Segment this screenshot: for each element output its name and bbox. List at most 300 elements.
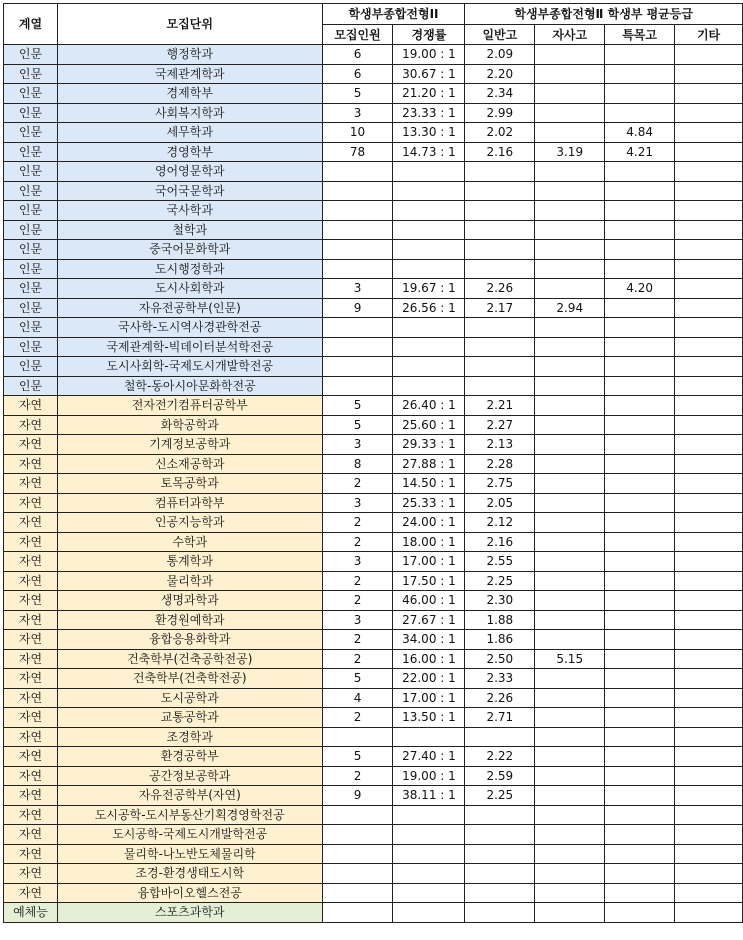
header-quota: 모집인원 xyxy=(322,25,393,45)
rate-cell xyxy=(393,318,465,338)
other-grade-cell xyxy=(675,786,743,806)
special-grade-cell xyxy=(605,103,675,123)
general-grade-cell: 2.17 xyxy=(465,298,535,318)
rate-cell xyxy=(393,357,465,377)
quota-cell: 2 xyxy=(322,474,393,494)
general-grade-cell: 2.55 xyxy=(465,552,535,572)
quota-cell xyxy=(322,805,393,825)
quota-cell: 6 xyxy=(322,45,393,65)
category-cell: 인문 xyxy=(4,240,58,260)
private-grade-cell xyxy=(535,766,605,786)
category-cell: 자연 xyxy=(4,669,58,689)
unit-cell: 건축학부(건축학전공) xyxy=(57,669,322,689)
table-row xyxy=(4,591,743,611)
unit-cell: 전자전기컴퓨터공학부 xyxy=(57,396,322,416)
unit-cell: 기계정보공학과 xyxy=(57,435,322,455)
rate-cell: 24.00 : 1 xyxy=(393,513,465,533)
private-grade-cell xyxy=(535,688,605,708)
other-grade-cell xyxy=(675,747,743,767)
header-category: 계열 xyxy=(4,4,58,45)
general-grade-cell xyxy=(465,727,535,747)
other-grade-cell xyxy=(675,298,743,318)
special-grade-cell xyxy=(605,708,675,728)
category-cell: 자연 xyxy=(4,415,58,435)
special-grade-cell: 4.84 xyxy=(605,123,675,143)
general-grade-cell xyxy=(465,805,535,825)
category-cell: 자연 xyxy=(4,727,58,747)
unit-cell: 행정학과 xyxy=(57,45,322,65)
quota-cell: 2 xyxy=(322,766,393,786)
special-grade-cell xyxy=(605,864,675,884)
table-row xyxy=(4,532,743,552)
rate-cell xyxy=(393,864,465,884)
private-grade-cell xyxy=(535,552,605,572)
category-cell: 인문 xyxy=(4,337,58,357)
table-row xyxy=(4,747,743,767)
special-grade-cell xyxy=(605,552,675,572)
general-grade-cell: 2.09 xyxy=(465,45,535,65)
table-row xyxy=(4,240,743,260)
general-grade-cell: 2.27 xyxy=(465,415,535,435)
category-cell: 자연 xyxy=(4,513,58,533)
private-grade-cell xyxy=(535,610,605,630)
special-grade-cell xyxy=(605,64,675,84)
other-grade-cell xyxy=(675,162,743,182)
rate-cell: 17.00 : 1 xyxy=(393,552,465,572)
category-cell: 인문 xyxy=(4,64,58,84)
private-grade-cell xyxy=(535,747,605,767)
general-grade-cell xyxy=(465,181,535,201)
general-grade-cell: 2.12 xyxy=(465,513,535,533)
quota-cell: 4 xyxy=(322,688,393,708)
other-grade-cell xyxy=(675,727,743,747)
special-grade-cell xyxy=(605,181,675,201)
quota-cell: 5 xyxy=(322,84,393,104)
general-grade-cell xyxy=(465,903,535,923)
private-grade-cell xyxy=(535,454,605,474)
category-cell: 인문 xyxy=(4,181,58,201)
private-grade-cell xyxy=(535,240,605,260)
private-grade-cell: 3.19 xyxy=(535,142,605,162)
special-grade-cell xyxy=(605,415,675,435)
other-grade-cell xyxy=(675,532,743,552)
private-grade-cell xyxy=(535,415,605,435)
general-grade-cell: 2.16 xyxy=(465,532,535,552)
other-grade-cell xyxy=(675,435,743,455)
general-grade-cell: 2.30 xyxy=(465,591,535,611)
private-grade-cell xyxy=(535,864,605,884)
quota-cell: 5 xyxy=(322,396,393,416)
other-grade-cell xyxy=(675,259,743,279)
table-row xyxy=(4,786,743,806)
rate-cell: 25.33 : 1 xyxy=(393,493,465,513)
other-grade-cell xyxy=(675,84,743,104)
quota-cell: 2 xyxy=(322,532,393,552)
special-grade-cell xyxy=(605,786,675,806)
header-group1: 학생부종합전형II xyxy=(322,4,465,25)
category-cell: 인문 xyxy=(4,318,58,338)
general-grade-cell: 1.86 xyxy=(465,630,535,650)
unit-cell: 영어영문학과 xyxy=(57,162,322,182)
table-row xyxy=(4,669,743,689)
private-grade-cell xyxy=(535,435,605,455)
header-general: 일반고 xyxy=(465,25,535,45)
general-grade-cell: 2.25 xyxy=(465,571,535,591)
quota-cell: 3 xyxy=(322,279,393,299)
quota-cell xyxy=(322,844,393,864)
general-grade-cell xyxy=(465,883,535,903)
rate-cell xyxy=(393,240,465,260)
quota-cell xyxy=(322,240,393,260)
category-cell: 자연 xyxy=(4,435,58,455)
special-grade-cell xyxy=(605,669,675,689)
rate-cell xyxy=(393,259,465,279)
unit-cell: 중국어문화학과 xyxy=(57,240,322,260)
table-row xyxy=(4,688,743,708)
private-grade-cell xyxy=(535,84,605,104)
general-grade-cell xyxy=(465,220,535,240)
private-grade-cell xyxy=(535,103,605,123)
quota-cell xyxy=(322,201,393,221)
general-grade-cell: 2.75 xyxy=(465,474,535,494)
category-cell: 자연 xyxy=(4,649,58,669)
general-grade-cell: 2.13 xyxy=(465,435,535,455)
category-cell: 자연 xyxy=(4,552,58,572)
category-cell: 인문 xyxy=(4,142,58,162)
other-grade-cell xyxy=(675,513,743,533)
category-cell: 자연 xyxy=(4,747,58,767)
unit-cell: 융합응용화학과 xyxy=(57,630,322,650)
general-grade-cell xyxy=(465,259,535,279)
special-grade-cell xyxy=(605,883,675,903)
rate-cell: 46.00 : 1 xyxy=(393,591,465,611)
private-grade-cell xyxy=(535,825,605,845)
general-grade-cell: 2.22 xyxy=(465,747,535,767)
unit-cell: 국제관계학과 xyxy=(57,64,322,84)
category-cell: 인문 xyxy=(4,298,58,318)
special-grade-cell xyxy=(605,298,675,318)
other-grade-cell xyxy=(675,493,743,513)
unit-cell: 신소재공학과 xyxy=(57,454,322,474)
rate-cell: 13.50 : 1 xyxy=(393,708,465,728)
category-cell: 인문 xyxy=(4,220,58,240)
table-row xyxy=(4,435,743,455)
other-grade-cell xyxy=(675,318,743,338)
other-grade-cell xyxy=(675,883,743,903)
rate-cell xyxy=(393,337,465,357)
category-cell: 인문 xyxy=(4,279,58,299)
table-row xyxy=(4,493,743,513)
unit-cell: 도시사회학-국제도시개발학전공 xyxy=(57,357,322,377)
unit-cell: 통계학과 xyxy=(57,552,322,572)
other-grade-cell xyxy=(675,649,743,669)
table-row xyxy=(4,708,743,728)
unit-cell: 스포츠과학과 xyxy=(57,903,322,923)
quota-cell xyxy=(322,318,393,338)
table-row xyxy=(4,162,743,182)
general-grade-cell: 2.26 xyxy=(465,688,535,708)
special-grade-cell xyxy=(605,766,675,786)
quota-cell xyxy=(322,825,393,845)
table-row xyxy=(4,103,743,123)
category-cell: 자연 xyxy=(4,571,58,591)
table-row xyxy=(4,259,743,279)
general-grade-cell: 2.26 xyxy=(465,279,535,299)
rate-cell: 19.00 : 1 xyxy=(393,766,465,786)
unit-cell: 경제학부 xyxy=(57,84,322,104)
other-grade-cell xyxy=(675,45,743,65)
quota-cell: 6 xyxy=(322,64,393,84)
unit-cell: 물리학과 xyxy=(57,571,322,591)
other-grade-cell xyxy=(675,571,743,591)
quota-cell: 5 xyxy=(322,415,393,435)
unit-cell: 환경공학부 xyxy=(57,747,322,767)
quota-cell xyxy=(322,376,393,396)
header-special: 특목고 xyxy=(605,25,675,45)
other-grade-cell xyxy=(675,805,743,825)
rate-cell: 27.40 : 1 xyxy=(393,747,465,767)
rate-cell: 14.50 : 1 xyxy=(393,474,465,494)
category-cell: 자연 xyxy=(4,825,58,845)
private-grade-cell xyxy=(535,591,605,611)
other-grade-cell xyxy=(675,103,743,123)
rate-cell: 18.00 : 1 xyxy=(393,532,465,552)
rate-cell: 27.67 : 1 xyxy=(393,610,465,630)
unit-cell: 조경학과 xyxy=(57,727,322,747)
unit-cell: 조경-환경생태도시학 xyxy=(57,864,322,884)
quota-cell: 2 xyxy=(322,649,393,669)
special-grade-cell: 4.20 xyxy=(605,279,675,299)
quota-cell xyxy=(322,864,393,884)
category-cell: 자연 xyxy=(4,864,58,884)
private-grade-cell xyxy=(535,571,605,591)
rate-cell: 14.73 : 1 xyxy=(393,142,465,162)
header-group2: 학생부종합전형Ⅱ 학생부 평균등급 xyxy=(465,4,743,25)
rate-cell: 19.67 : 1 xyxy=(393,279,465,299)
special-grade-cell xyxy=(605,825,675,845)
general-grade-cell: 2.50 xyxy=(465,649,535,669)
table-row xyxy=(4,766,743,786)
rate-cell: 22.00 : 1 xyxy=(393,669,465,689)
other-grade-cell xyxy=(675,591,743,611)
private-grade-cell xyxy=(535,123,605,143)
other-grade-cell xyxy=(675,376,743,396)
rate-cell: 34.00 : 1 xyxy=(393,630,465,650)
unit-cell: 화학공학과 xyxy=(57,415,322,435)
category-cell: 예체능 xyxy=(4,903,58,923)
private-grade-cell xyxy=(535,513,605,533)
special-grade-cell xyxy=(605,844,675,864)
private-grade-cell xyxy=(535,357,605,377)
rate-cell: 27.88 : 1 xyxy=(393,454,465,474)
quota-cell xyxy=(322,883,393,903)
category-cell: 자연 xyxy=(4,396,58,416)
rate-cell: 16.00 : 1 xyxy=(393,649,465,669)
private-grade-cell xyxy=(535,630,605,650)
quota-cell xyxy=(322,220,393,240)
rate-cell: 26.40 : 1 xyxy=(393,396,465,416)
header-private: 자사고 xyxy=(535,25,605,45)
special-grade-cell xyxy=(605,630,675,650)
unit-cell: 철학-동아시아문화학전공 xyxy=(57,376,322,396)
unit-cell: 국제관계학-빅데이터분석학전공 xyxy=(57,337,322,357)
table-row xyxy=(4,805,743,825)
general-grade-cell: 2.71 xyxy=(465,708,535,728)
quota-cell: 3 xyxy=(322,610,393,630)
special-grade-cell xyxy=(605,396,675,416)
quota-cell: 2 xyxy=(322,708,393,728)
quota-cell: 10 xyxy=(322,123,393,143)
other-grade-cell xyxy=(675,337,743,357)
general-grade-cell: 1.88 xyxy=(465,610,535,630)
general-grade-cell: 2.02 xyxy=(465,123,535,143)
other-grade-cell xyxy=(675,630,743,650)
rate-cell xyxy=(393,181,465,201)
rate-cell: 13.30 : 1 xyxy=(393,123,465,143)
special-grade-cell xyxy=(605,220,675,240)
special-grade-cell xyxy=(605,688,675,708)
table-row xyxy=(4,727,743,747)
unit-cell: 세무학과 xyxy=(57,123,322,143)
table-row xyxy=(4,201,743,221)
quota-cell: 3 xyxy=(322,435,393,455)
quota-cell xyxy=(322,337,393,357)
general-grade-cell: 2.33 xyxy=(465,669,535,689)
private-grade-cell xyxy=(535,318,605,338)
table-row xyxy=(4,825,743,845)
category-cell: 인문 xyxy=(4,201,58,221)
special-grade-cell xyxy=(605,493,675,513)
unit-cell: 컴퓨터과학부 xyxy=(57,493,322,513)
special-grade-cell xyxy=(605,435,675,455)
private-grade-cell xyxy=(535,493,605,513)
general-grade-cell xyxy=(465,318,535,338)
private-grade-cell xyxy=(535,201,605,221)
table-row xyxy=(4,279,743,299)
other-grade-cell xyxy=(675,903,743,923)
table-row xyxy=(4,844,743,864)
special-grade-cell xyxy=(605,337,675,357)
other-grade-cell xyxy=(675,123,743,143)
table-row xyxy=(4,376,743,396)
private-grade-cell xyxy=(535,805,605,825)
rate-cell xyxy=(393,220,465,240)
other-grade-cell xyxy=(675,201,743,221)
special-grade-cell: 4.21 xyxy=(605,142,675,162)
special-grade-cell xyxy=(605,357,675,377)
table-row xyxy=(4,396,743,416)
unit-cell: 생명과학과 xyxy=(57,591,322,611)
table-row xyxy=(4,181,743,201)
category-cell: 인문 xyxy=(4,103,58,123)
private-grade-cell xyxy=(535,883,605,903)
quota-cell xyxy=(322,259,393,279)
rate-cell: 26.56 : 1 xyxy=(393,298,465,318)
rate-cell xyxy=(393,883,465,903)
unit-cell: 환경원예학과 xyxy=(57,610,322,630)
category-cell: 인문 xyxy=(4,84,58,104)
general-grade-cell xyxy=(465,357,535,377)
rate-cell xyxy=(393,825,465,845)
unit-cell: 수학과 xyxy=(57,532,322,552)
other-grade-cell xyxy=(675,669,743,689)
special-grade-cell xyxy=(605,727,675,747)
other-grade-cell xyxy=(675,240,743,260)
private-grade-cell xyxy=(535,337,605,357)
quota-cell: 3 xyxy=(322,103,393,123)
other-grade-cell xyxy=(675,415,743,435)
table-row xyxy=(4,45,743,65)
other-grade-cell xyxy=(675,64,743,84)
rate-cell: 17.50 : 1 xyxy=(393,571,465,591)
rate-cell xyxy=(393,903,465,923)
quota-cell: 9 xyxy=(322,786,393,806)
special-grade-cell xyxy=(605,259,675,279)
quota-cell: 78 xyxy=(322,142,393,162)
general-grade-cell xyxy=(465,162,535,182)
other-grade-cell xyxy=(675,688,743,708)
private-grade-cell xyxy=(535,181,605,201)
general-grade-cell xyxy=(465,825,535,845)
quota-cell: 2 xyxy=(322,591,393,611)
general-grade-cell xyxy=(465,240,535,260)
quota-cell xyxy=(322,357,393,377)
unit-cell: 도시공학과 xyxy=(57,688,322,708)
special-grade-cell xyxy=(605,162,675,182)
category-cell: 자연 xyxy=(4,786,58,806)
other-grade-cell xyxy=(675,708,743,728)
special-grade-cell xyxy=(605,318,675,338)
unit-cell: 철학과 xyxy=(57,220,322,240)
category-cell: 자연 xyxy=(4,688,58,708)
special-grade-cell xyxy=(605,591,675,611)
rate-cell: 29.33 : 1 xyxy=(393,435,465,455)
category-cell: 인문 xyxy=(4,376,58,396)
other-grade-cell xyxy=(675,396,743,416)
quota-cell: 3 xyxy=(322,493,393,513)
private-grade-cell xyxy=(535,844,605,864)
general-grade-cell: 2.21 xyxy=(465,396,535,416)
special-grade-cell xyxy=(605,376,675,396)
unit-cell: 국사학과 xyxy=(57,201,322,221)
category-cell: 자연 xyxy=(4,766,58,786)
quota-cell: 2 xyxy=(322,513,393,533)
table-row xyxy=(4,649,743,669)
quota-cell xyxy=(322,727,393,747)
unit-cell: 자유전공학부(인문) xyxy=(57,298,322,318)
table-row xyxy=(4,123,743,143)
table-row xyxy=(4,318,743,338)
admission-table xyxy=(3,3,743,923)
quota-cell xyxy=(322,162,393,182)
rate-cell: 17.00 : 1 xyxy=(393,688,465,708)
category-cell: 자연 xyxy=(4,591,58,611)
unit-cell: 토목공학과 xyxy=(57,474,322,494)
rate-cell: 38.11 : 1 xyxy=(393,786,465,806)
quota-cell: 5 xyxy=(322,747,393,767)
table-row xyxy=(4,64,743,84)
category-cell: 자연 xyxy=(4,474,58,494)
unit-cell: 사회복지학과 xyxy=(57,103,322,123)
private-grade-cell xyxy=(535,162,605,182)
general-grade-cell: 2.16 xyxy=(465,142,535,162)
quota-cell: 2 xyxy=(322,571,393,591)
quota-cell: 9 xyxy=(322,298,393,318)
general-grade-cell xyxy=(465,376,535,396)
private-grade-cell xyxy=(535,727,605,747)
rate-cell xyxy=(393,805,465,825)
private-grade-cell xyxy=(535,786,605,806)
